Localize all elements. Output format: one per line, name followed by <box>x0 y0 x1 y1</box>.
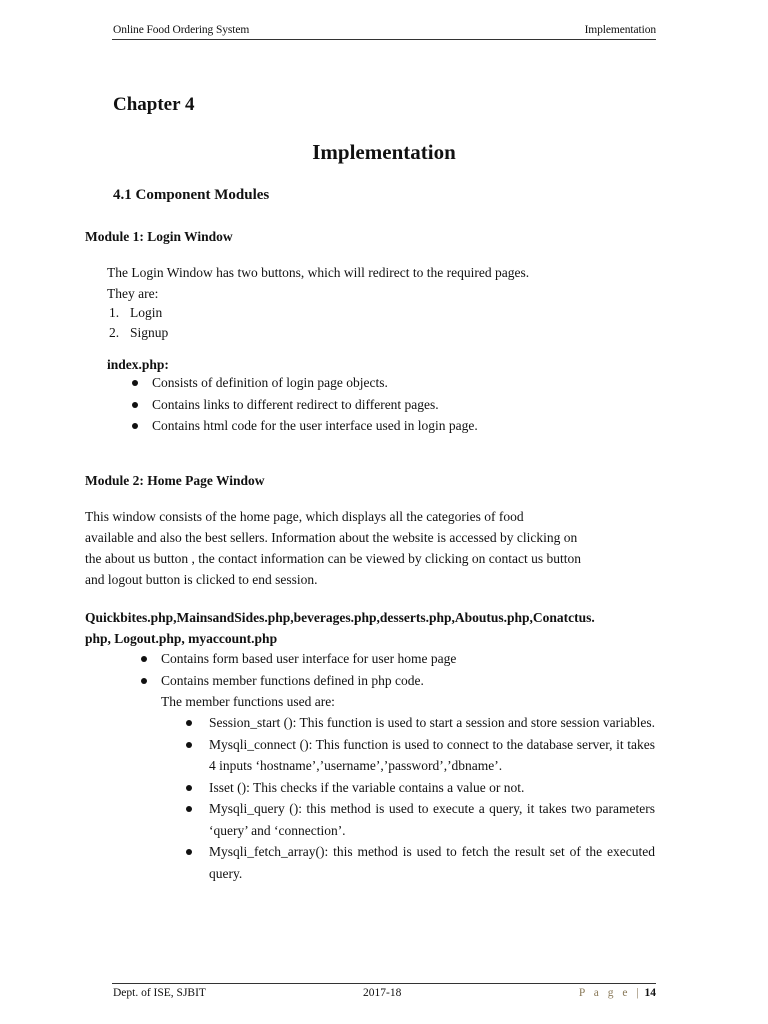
header-rule <box>112 39 656 40</box>
bullet-icon <box>186 720 192 726</box>
bullet-icon <box>132 380 138 386</box>
list-number: 2. <box>109 324 120 340</box>
list-item <box>209 734 655 777</box>
module2-para-line2: available and also the best sellers. Information about the website is accessed by clicking on <box>85 530 578 545</box>
list-item <box>209 798 655 841</box>
bullet-icon <box>186 806 192 812</box>
member-functions-intro: The member functions used are: <box>161 694 335 709</box>
bullet-text: Mysqli_fetch_array(): this method is used to fetch the result set of the executed query. <box>209 844 655 881</box>
bullet-icon <box>132 423 138 429</box>
bullet-icon <box>186 742 192 748</box>
bullet-icon <box>141 678 147 684</box>
list-label: Signup <box>130 324 169 340</box>
module1-bullets <box>152 372 478 437</box>
bullet-text: Contains html code for the user interface used in login page. <box>152 418 478 433</box>
list-item <box>209 841 655 884</box>
module1-intro-line1: The Login Window has two buttons, which will redirect to the required pages. <box>107 265 530 280</box>
header-left: Online Food Ordering System <box>113 24 250 36</box>
list-item <box>209 712 655 734</box>
chapter-heading: Chapter 4 <box>113 94 195 115</box>
list-label: Login <box>130 305 163 320</box>
list-item <box>152 372 478 394</box>
bullet-text: Contains form based user interface for user home page <box>161 651 457 666</box>
member-functions-list <box>209 712 655 884</box>
bullet-icon <box>141 656 147 662</box>
list-item <box>209 777 655 799</box>
bullet-icon <box>186 785 192 791</box>
module1-intro-line2: They are: <box>107 286 159 301</box>
bullet-text: Mysqli_connect (): This function is used to connect to the database server, it takes 4 inputs ‘hostname’,’username’,’password’,’dbname’. <box>209 736 655 773</box>
bullet-icon <box>186 849 192 855</box>
list-number: 1. <box>109 305 120 320</box>
page-number-block <box>579 987 656 999</box>
module2-para-line3: the about us button , the contact information can be viewed by clicking on contact us button <box>85 551 581 566</box>
list-item <box>109 303 168 323</box>
list-item <box>161 648 456 670</box>
page-title: Implementation <box>312 140 456 164</box>
page-label: P a g e | <box>578 987 642 999</box>
module1-file-label: index.php: <box>107 357 169 372</box>
module1-heading: Module 1: Login Window <box>85 229 233 244</box>
module2-heading: Module 2: Home Page Window <box>85 473 265 488</box>
module2-files-line2: php, Logout.php, myaccount.php <box>85 631 278 646</box>
header-right: Implementation <box>584 24 656 36</box>
bullet-text: Isset (): This checks if the variable contains a value or not. <box>209 779 525 795</box>
footer-left: Dept. of ISE, SJBIT <box>113 987 206 999</box>
bullet-text: Session_start (): This function is used to start a session and store session variables. <box>209 715 655 730</box>
list-item <box>152 415 478 437</box>
footer-center: 2017-18 <box>363 987 402 999</box>
bullet-icon <box>132 402 138 408</box>
list-item <box>161 670 456 692</box>
bullet-text: Contains links to different redirect to different pages. <box>152 396 439 412</box>
module1-numbered-list <box>109 303 168 342</box>
module2-para-line1: This window consists of the home page, which displays all the categories of food <box>85 509 524 524</box>
section-heading: 4.1 Component Modules <box>113 187 270 203</box>
bullet-text: Contains member functions defined in php code. <box>161 672 424 688</box>
list-item <box>152 394 478 416</box>
page-number: 14 <box>644 987 656 999</box>
bullet-text: Consists of definition of login page objects. <box>152 375 388 390</box>
list-item <box>109 323 168 343</box>
module2-files-line1: Quickbites.php,MainsandSides.php,beverages.php,desserts.php,Aboutus.php,Conatctus. <box>85 610 595 625</box>
bullet-text: Mysqli_query (): this method is used to execute a query, it takes two parameters ‘query’ and ‘connection’. <box>209 801 655 838</box>
module2-bullets <box>161 648 456 691</box>
footer-rule <box>112 983 656 984</box>
module2-para-line4: and logout button is clicked to end session. <box>85 572 318 587</box>
